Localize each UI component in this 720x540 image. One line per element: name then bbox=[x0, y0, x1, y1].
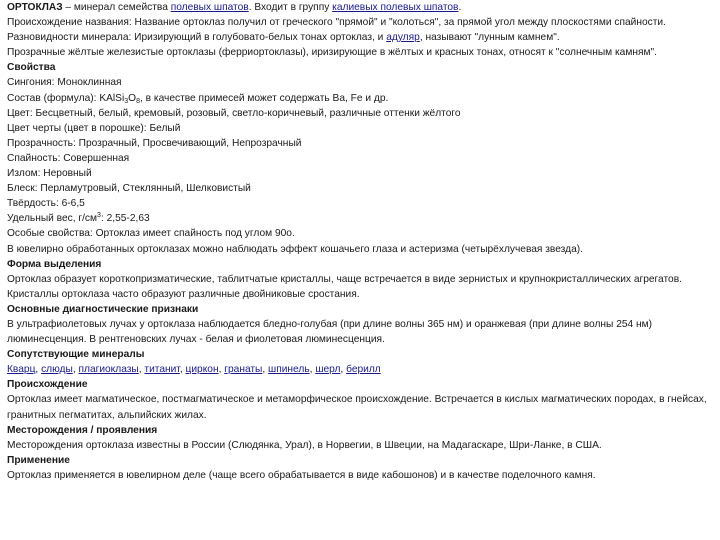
link-mineral[interactable]: берилл bbox=[346, 364, 381, 376]
heading-usage: Применение bbox=[7, 454, 70, 466]
varieties-line-2: Прозрачные жёлтые железистые ортоклазы (ферриортоклазы), иризирующие в жёлтых и красных тонах, относят к "солнечным камням". bbox=[7, 47, 657, 59]
heading-diagnostics: Основные диагностические признаки bbox=[7, 303, 199, 315]
heading-associated-minerals: Сопутствующие минералы bbox=[7, 349, 145, 361]
varieties-text: Разновидности минерала: Иризирующий в голубовато-белых тонах ортоклаз, и bbox=[7, 32, 387, 44]
link-mineral[interactable]: плагиоклазы bbox=[78, 364, 139, 376]
heading-properties: Свойства bbox=[7, 62, 56, 74]
density-text: Удельный вес, г/см bbox=[7, 213, 98, 225]
varieties-line bbox=[7, 30, 712, 45]
prop-cleavage: Спайность: Совершенная bbox=[7, 152, 130, 164]
link-mineral[interactable]: титанит bbox=[144, 364, 180, 376]
heading-form: Форма выделения bbox=[7, 258, 102, 270]
density-value: : 2,55-2,63 bbox=[100, 213, 150, 225]
link-feldspars[interactable]: полевых шпатов bbox=[170, 2, 249, 13]
associated-minerals-list: Кварц, слюды, плагиоклазы, титанит, циркон, гранаты, шпинель, шерл, берилл bbox=[7, 364, 381, 376]
link-mineral[interactable]: циркон bbox=[185, 364, 219, 376]
prop-luster: Блеск: Перламутровый, Стеклянный, Шелковистый bbox=[7, 183, 251, 195]
prop-special: Особые свойства: Ортоклаз имеет спайность под углом 90о. bbox=[7, 228, 295, 240]
intro-text-end: . bbox=[458, 2, 462, 13]
genesis-text: Ортоклаз имеет магматическое, постмагматическое и метаморфическое происхождение. Встречается в кислых магматических породах, в гнейсах, гранитных пегматитах, альпийских жилах. bbox=[7, 394, 707, 421]
prop-streak: Цвет черты (цвет в порошке): Белый bbox=[7, 122, 181, 134]
varieties-text-end: , называют "лунным камнем". bbox=[419, 32, 560, 44]
diagnostics-text: В ультрафиолетовых лучах у ортоклаза наблюдается бледно-голубая (при длине волны 365 нм) и оранжевая (при длине волны 254 нм) люминесценция. В рентгеновских лучах - белая и фиолетовая люминесценция. bbox=[7, 318, 653, 346]
density-sup: 3 bbox=[97, 212, 101, 220]
link-potassium-feldspars[interactable]: калиевых полевых шпатов bbox=[332, 2, 459, 13]
formula-sub-1: 3 bbox=[124, 97, 129, 105]
prop-transparency: Прозрачность: Прозрачный, Просвечивающий, Непрозрачный bbox=[7, 137, 302, 149]
prop-hardness: Твёрдость: 6-6,5 bbox=[7, 198, 85, 210]
link-mineral[interactable]: гранаты bbox=[224, 364, 263, 376]
link-mineral[interactable]: Кварц bbox=[7, 364, 36, 376]
prop-color: Цвет: Бесцветный, белый, кремовый, розовый, светло-коричневый, различные оттенки жёлтого bbox=[7, 107, 461, 119]
document-body bbox=[7, 0, 712, 483]
deposits-text: Месторождения ортоклаза известны в России (Слюдянка, Урал), в Норвегии, в Швеции, на Мадагаскаре, Шри-Ланке, в США. bbox=[7, 439, 602, 451]
intro-line bbox=[7, 0, 712, 15]
link-adularia[interactable]: адуляр bbox=[386, 32, 420, 44]
intro-text-mid: . Входит в группу bbox=[248, 2, 333, 13]
formula-sub-2: 8 bbox=[136, 97, 140, 105]
prop-fracture: Излом: Неровный bbox=[7, 168, 92, 180]
heading-genesis: Происхождение bbox=[7, 379, 88, 391]
prop-formula bbox=[7, 91, 712, 106]
prop-density bbox=[7, 211, 712, 226]
prop-jewelry-effect: В ювелирно обработанных ортоклазах можно наблюдать эффект кошачьего глаза и астеризма (четырёхлучевая звезда). bbox=[7, 243, 583, 255]
formula-text-mid: O bbox=[128, 92, 137, 104]
mineral-title: ОРТОКЛАЗ bbox=[7, 2, 63, 13]
usage-text: Ортоклаз применяется в ювелирном деле (чаще всего обрабатывается в виде кабошонов) и в качестве поделочного камня. bbox=[7, 469, 596, 481]
prop-syngony: Сингония: Моноклинная bbox=[7, 77, 122, 89]
origin-of-name: Происхождение названия: Название ортоклаз получил от греческого "прямой" и "колоться", за прямой угол между плоскостями спайности. bbox=[7, 17, 666, 29]
formula-text-end: , в качестве примесей может содержать Ba, Fe и др. bbox=[140, 92, 389, 104]
link-mineral[interactable]: слюды bbox=[41, 364, 73, 376]
link-mineral[interactable]: шпинель bbox=[268, 364, 310, 376]
formula-text: Состав (формула): KAlSi bbox=[7, 92, 125, 104]
heading-deposits: Месторождения / проявления bbox=[7, 424, 158, 436]
form-text: Ортоклаз образует короткопризматические, таблитчатые кристаллы, чаще встречается в виде зернистых и крупнокристаллических агрегатов. Кристаллы ортоклаза часто образуют различные двойниковые сростания. bbox=[7, 273, 682, 300]
link-mineral[interactable]: шерл bbox=[315, 364, 341, 376]
intro-text: – минерал семейства bbox=[62, 2, 171, 13]
